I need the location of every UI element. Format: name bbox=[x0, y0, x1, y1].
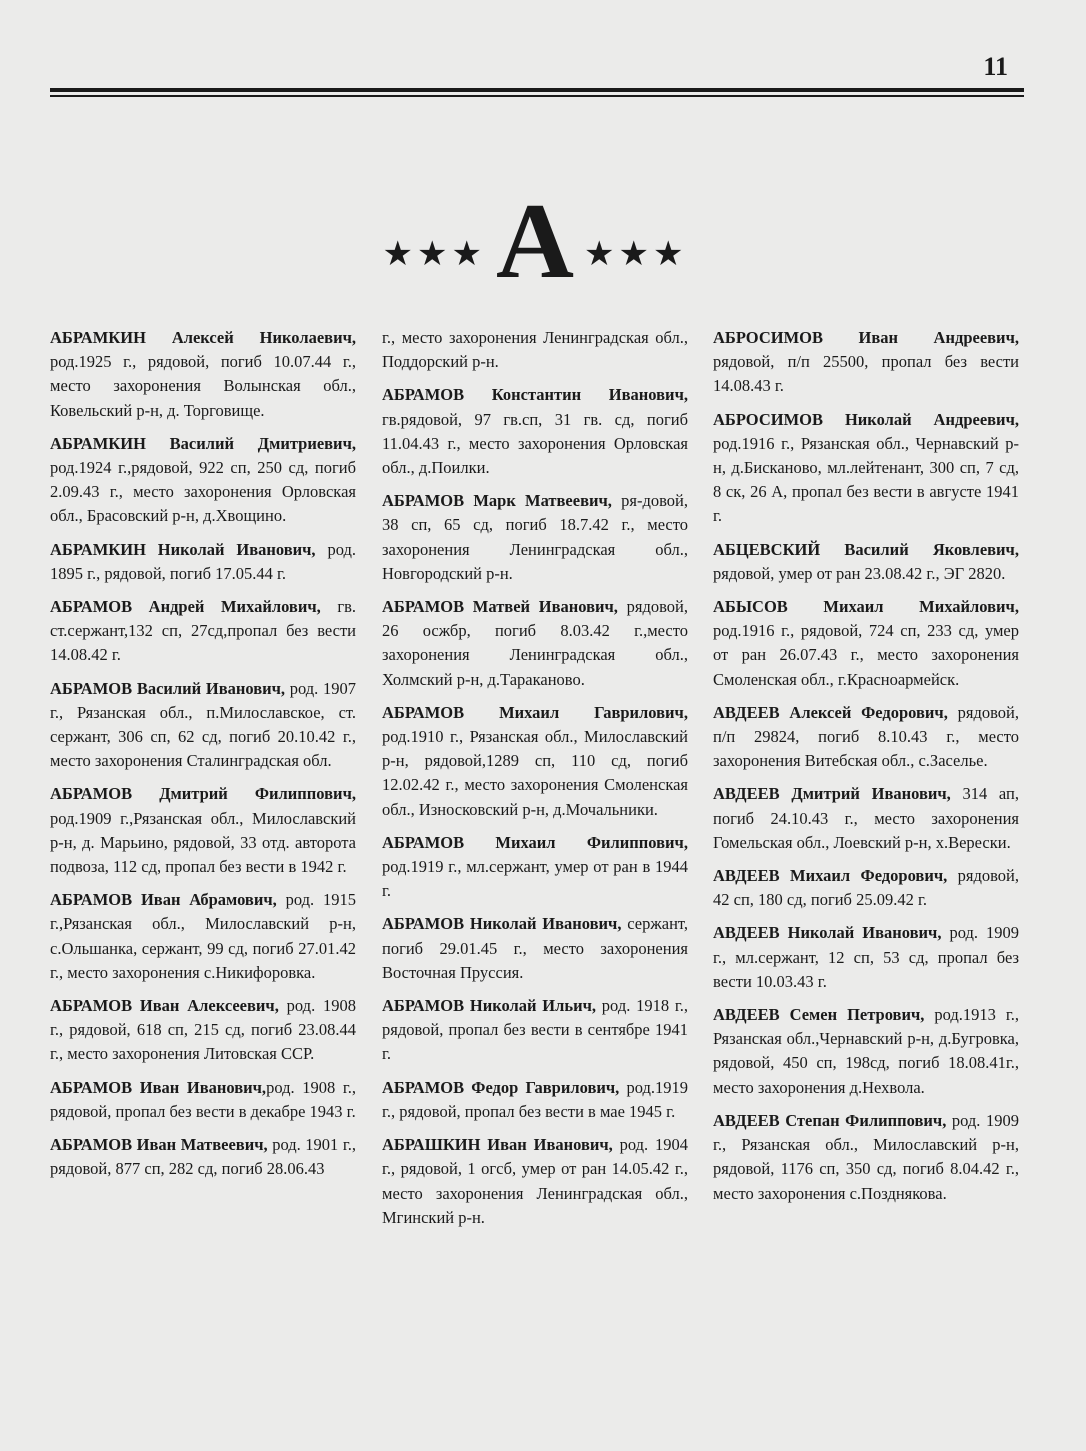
entry-details: род. 1907 г., Рязанская обл., п.Милославское, ст. сержант, 306 сп, 62 сд, погиб 20.10.42 г., место захоронения Сталинградская обл. bbox=[50, 678, 356, 771]
section-letter-header bbox=[380, 182, 690, 301]
entry-name: АБРАМОВ Марк Матвеевич, bbox=[382, 491, 612, 511]
entry-name: АБРАМОВ Андрей Михайлович, bbox=[50, 597, 321, 617]
memorial-entry bbox=[382, 831, 688, 904]
entry-name: АБРАМОВ Матвей Иванович, bbox=[382, 597, 618, 617]
entry-details: род. 1918 г., рядовой, пропал без вести в сентябре 1941 г. bbox=[382, 996, 688, 1064]
memorial-entry bbox=[50, 1133, 356, 1181]
entry-name: АБРАМОВ Михаил Филиппович, bbox=[382, 832, 688, 852]
section-letter: А bbox=[496, 182, 574, 301]
stars-right: ★★★ bbox=[584, 236, 688, 273]
memorial-entry bbox=[382, 701, 688, 822]
entry-name: АБРАМОВ Михаил Гаврилович, bbox=[382, 702, 688, 722]
entry-name: АБЦЕВСКИЙ Василий Яковлевич, bbox=[713, 539, 1019, 559]
entry-name: АБРОСИМОВ Иван Андреевич, bbox=[713, 328, 1019, 347]
memorial-entry bbox=[713, 701, 1019, 774]
entry-details: род.1916 г., рядовой, 724 сп, 233 сд, умер от ран 26.07.43 г., место захоронения Смоленская обл., г.Красноармейск. bbox=[713, 621, 1019, 689]
entry-details: род. 1895 г., рядовой, погиб 17.05.44 г. bbox=[50, 539, 356, 583]
memorial-entry bbox=[713, 595, 1019, 692]
entry-name: АБРАМОВ Николай Иванович, bbox=[382, 914, 622, 934]
header-rule-thick bbox=[50, 88, 1024, 92]
entry-name: АБРАМОВ Николай Ильич, bbox=[382, 996, 597, 1016]
memorial-entry bbox=[713, 921, 1019, 994]
entry-name: АБРОСИМОВ Николай Андреевич, bbox=[713, 409, 1019, 429]
memorial-entry bbox=[713, 782, 1019, 855]
entry-details: род.1919 г., мл.сержант, умер от ран в 1944 г. bbox=[382, 857, 688, 901]
entry-details: рядовой, умер от ран 23.08.42 г., ЭГ 2820. bbox=[713, 563, 1006, 583]
memorial-entry bbox=[50, 782, 356, 879]
entry-details: род. 1909 г., мл.сержант, 12 сп, 53 сд, пропал без вести 10.03.43 г. bbox=[713, 923, 1020, 991]
memorial-entry bbox=[713, 408, 1019, 529]
entry-name: АВДЕЕВ Николай Иванович, bbox=[713, 923, 942, 943]
column-3 bbox=[713, 326, 1019, 1215]
entry-details: род. 1904 г., рядовой, 1 огсб, умер от ран 14.05.42 г., место захоронения Ленинградская обл., Мгинский р-н. bbox=[382, 1135, 689, 1227]
memorial-entry bbox=[382, 912, 688, 985]
entry-name: АБРАМКИН Алексей Николаевич, bbox=[50, 328, 356, 347]
entry-details: гв. ст.сержант,132 сп, 27сд,пропал без вести 14.08.42 г. bbox=[50, 597, 356, 665]
entry-details: род. 1915 г.,Рязанская обл., Милославский р-н, с.Ольшанка, сержант, 99 сд, погиб 27.01.42 г., место захоронения с.Никифоровка. bbox=[50, 890, 356, 982]
memorial-entry bbox=[382, 994, 688, 1067]
memorial-entry bbox=[713, 538, 1019, 586]
entry-name: АВДЕЕВ Степан Филиппович, bbox=[713, 1110, 947, 1130]
entry-details: род. 1901 г., рядовой, 877 сп, 282 сд, погиб 28.06.43 bbox=[50, 1135, 357, 1179]
entry-name: АБЫСОВ Михаил Михайлович, bbox=[713, 597, 1019, 617]
stars-left: ★★★ bbox=[382, 236, 486, 273]
entry-details: род. 1909 г., Рязанская обл., Милославский р-н, рядовой, 1176 сп, 350 сд, погиб 8.04.42 г., место захоронения с.Позднякова. bbox=[713, 1110, 1019, 1203]
memorial-entry bbox=[382, 383, 688, 480]
entry-details: род. 1908 г., рядовой, пропал без вести в декабре 1943 г. bbox=[50, 1077, 357, 1121]
entry-name: АБРАМКИН Василий Дмитриевич, bbox=[50, 433, 356, 453]
entry-name: АБРАШКИН Иван Иванович, bbox=[382, 1135, 613, 1155]
column-1 bbox=[50, 326, 356, 1191]
entry-name: АБРАМОВ Василий Иванович, bbox=[50, 678, 286, 698]
memorial-entry bbox=[50, 432, 356, 529]
entry-details: ря-довой, 38 сп, 65 сд, погиб 18.7.42 г., место захоронения Ленинградская обл., Новгородский р-н. bbox=[382, 491, 688, 583]
memorial-entry bbox=[382, 1133, 688, 1230]
entry-details: гв.рядовой, 97 гв.сп, 31 гв. сд, погиб 11.04.43 г., место захоронения Орловская обл., д.Поилки. bbox=[382, 409, 688, 478]
memorial-entry bbox=[50, 888, 356, 985]
entry-name: АБРАМОВ Дмитрий Филиппович, bbox=[50, 784, 356, 804]
memorial-entry bbox=[382, 1076, 688, 1124]
memorial-entry bbox=[50, 595, 356, 668]
memorial-entry bbox=[382, 489, 688, 586]
entry-details: род.1916 г., Рязанская обл., Чернавский р-н, д.Бисканово, мл.лейтенант, 300 сп, 7 сд, 8 ск, 26 А, пропал без вести в августе 1941 г. bbox=[713, 433, 1019, 526]
entry-name: АБРАМКИН Николай Иванович, bbox=[50, 539, 316, 559]
entry-details: рядовой, 26 осжбр, погиб 8.03.42 г.,место захоронения Ленинградская обл., Холмский р-н, д.Тараканово. bbox=[382, 597, 688, 689]
entry-details: г., место захоронения Ленинградская обл., Поддорский р-н. bbox=[382, 328, 688, 372]
entry-details: род.1919 г., рядовой, пропал без вести в мае 1945 г. bbox=[382, 1077, 689, 1121]
entry-name: АБРАМОВ Федор Гаврилович, bbox=[382, 1077, 620, 1097]
entry-details: род.1910 г., Рязанская обл., Милославский р-н, рядовой,1289 сп, 110 сд, погиб 12.02.42 г., место захоронения Смоленская обл., Износковский р-н, д.Мочальники. bbox=[382, 727, 688, 819]
memorial-entry bbox=[713, 864, 1019, 912]
entry-name: АВДЕЕВ Семен Петрович, bbox=[713, 1005, 925, 1025]
memorial-entry bbox=[382, 326, 688, 374]
memorial-entry bbox=[713, 1003, 1019, 1100]
entry-name: АВДЕЕВ Дмитрий Иванович, bbox=[713, 784, 951, 804]
entry-details: сержант, погиб 29.01.45 г., место захоронения Восточная Пруссия. bbox=[382, 914, 688, 982]
memorial-entry bbox=[50, 326, 356, 423]
entry-details: рядовой, п/п 25500, пропал без вести 14.08.43 г. bbox=[713, 352, 1019, 396]
memorial-entry bbox=[382, 595, 688, 692]
entry-name: АБРАМОВ Иван Абрамович, bbox=[50, 890, 277, 910]
memorial-entry bbox=[50, 1076, 356, 1124]
memorial-entry bbox=[713, 1109, 1019, 1206]
entry-details: род.1913 г., Рязанская обл.,Чернавский р-н, д.Бугровка, рядовой, 450 сп, 198сд, погиб 18.08.41г., место захоронения д.Нехвола. bbox=[713, 1005, 1020, 1097]
entry-name: АБРАМОВ Иван Матвеевич, bbox=[50, 1135, 268, 1155]
entry-name: АБРАМОВ Константин Иванович, bbox=[382, 385, 688, 405]
memorial-entry bbox=[713, 326, 1019, 399]
entry-name: АБРАМОВ Иван Алексеевич, bbox=[50, 996, 279, 1016]
entry-details: род.1909 г.,Рязанская обл., Милославский р-н, д. Марьино, рядовой, 33 отд. авторота подвоза, 112 сд, пропал без вести в 1942 г. bbox=[50, 808, 356, 877]
entry-details: род.1925 г., рядовой, погиб 10.07.44 г., место захоронения Волынская обл., Ковельский р-н, д. Торговище. bbox=[50, 352, 356, 420]
entry-details: рядовой, п/п 29824, погиб 8.10.43 г., место захоронения Витебская обл., с.Заселье. bbox=[713, 702, 1019, 771]
entry-details: род.1924 г.,рядовой, 922 сп, 250 сд, погиб 2.09.43 г., место захоронения Орловская обл., Брасовский р-н, д.Хвощино. bbox=[50, 458, 356, 526]
entry-name: АВДЕЕВ Алексей Федорович, bbox=[713, 702, 948, 722]
page-number: 11 bbox=[983, 52, 1008, 81]
memorial-entry bbox=[50, 538, 356, 586]
memorial-entry bbox=[50, 677, 356, 774]
entry-details: 314 ап, погиб 24.10.43 г., место захоронения Гомельская обл., Лоевский р-н, х.Верески. bbox=[713, 784, 1019, 852]
entry-details: рядовой, 42 сп, 180 сд, погиб 25.09.42 г. bbox=[713, 866, 1019, 910]
column-2 bbox=[382, 326, 688, 1239]
entry-name: АБРАМОВ Иван Иванович, bbox=[50, 1077, 267, 1097]
entry-details: род. 1908 г., рядовой, 618 сп, 215 сд, погиб 23.08.44 г., место захоронения Литовская ССР. bbox=[50, 996, 356, 1064]
entry-name: АВДЕЕВ Михаил Федорович, bbox=[713, 866, 948, 886]
memorial-entry bbox=[50, 994, 356, 1067]
header-rule-thin bbox=[50, 95, 1024, 97]
